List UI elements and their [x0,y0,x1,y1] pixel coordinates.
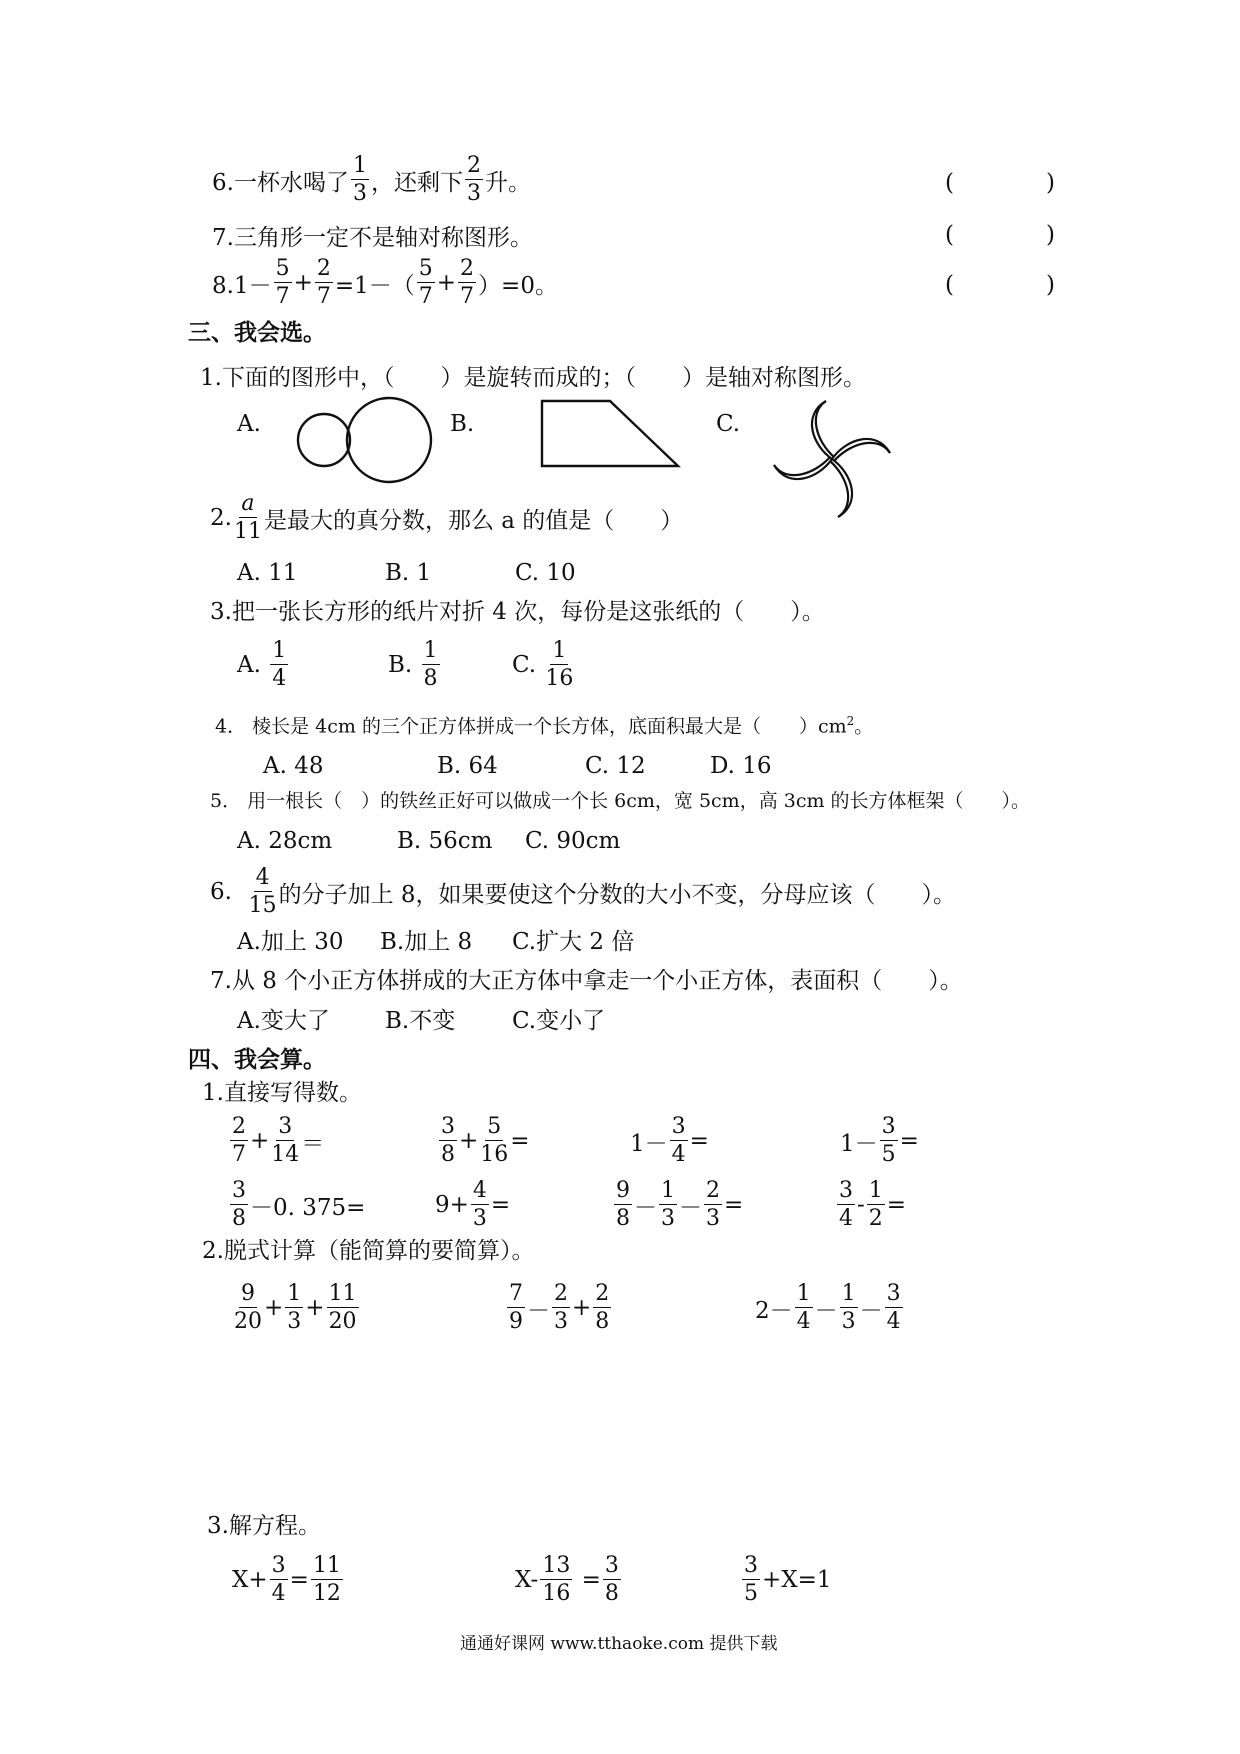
choose-q2-option-b[interactable]: B. 1 [385,560,432,586]
fraction: $\frac{11}{12}$ [312,1553,341,1606]
judge-q6: 6.一杯水喝了 $\frac{1}{3}$ ，还剩下 $\frac{2}{3}$ 升。 [212,153,531,206]
pinwheel-blade [832,439,890,461]
equation: $\frac{3}{5}$ +X=1 [744,1553,832,1606]
fraction: $\frac{3}{4}$ [271,1553,286,1606]
choose-q5-option-b[interactable]: B. 56cm [397,828,493,854]
choose-q6-option-b[interactable]: B.加上 8 [380,929,473,955]
answer-blank-q7[interactable]: ( ) [945,222,1055,248]
choose-q5-option-a[interactable]: A. 28cm [237,828,333,854]
fraction: $\frac{3}{4}$ [839,1178,853,1231]
fraction: $\frac{3}{5}$ [744,1553,758,1606]
choose-q1-option-b[interactable]: B. [450,411,475,437]
section-title-choose: 三、我会选。 [188,319,326,346]
trapezoid [542,401,678,466]
choose-q1: 1.下面的图形中，（ ）是旋转而成的；（ ）是轴对称图形。 [200,365,866,391]
fraction: $\frac{5}{7}$ [275,256,290,309]
calc-expr: 2－ $\frac{1}{4}$ － $\frac{1}{3}$ － $\frac{3}{4}$ [755,1281,901,1334]
section-title-calculate: 四、我会算。 [188,1046,326,1073]
fraction: $\frac{2}{7}$ [460,256,475,309]
fraction: $\frac{1}{4}$ [272,638,287,691]
calc-expr: $\frac{2}{7}$ + $\frac{3}{14}$ ＝ [232,1114,325,1167]
choose-q3-option-a[interactable]: A. $\frac{1}{4}$ [237,638,287,691]
choose-q7: 7.从 8 个小正方体拼成的大正方体中拿走一个小正方体，表面积（ ）。 [210,968,963,994]
fraction: $\frac{11}{20}$ [328,1281,357,1334]
calc-expr: $\frac{9}{20}$ + $\frac{1}{3}$ + $\frac{11}{20}$ [234,1281,357,1334]
two-circles-figure [290,395,440,495]
pinwheel-blade [774,457,832,479]
fraction: $\frac{1}{3}$ [352,153,367,206]
fraction: $\frac{1}{3}$ [661,1178,675,1231]
fraction: $\frac{3}{14}$ [271,1114,300,1167]
fraction: $\frac{9}{20}$ [234,1281,262,1334]
fraction: $\frac{a}{11}$ [233,491,262,544]
choose-q2: 2. $\frac{a}{11}$ 是最大的真分数，那么 a 的值是（ ） [210,491,684,544]
fraction: $\frac{9}{8}$ [616,1178,630,1231]
choose-q4-option-d[interactable]: D. 16 [710,753,772,779]
choose-q4-option-a[interactable]: A. 48 [263,753,324,779]
calc-expr: 9+ $\frac{4}{3}$ = [435,1178,511,1231]
choose-q7-option-c[interactable]: C.变小了 [512,1008,606,1034]
choose-q1-option-a[interactable]: A. [237,411,261,437]
fraction: $\frac{3}{5}$ [881,1114,896,1167]
fraction: $\frac{3}{8}$ [441,1114,455,1167]
fraction: $\frac{2}{3}$ [706,1178,720,1231]
choose-q2-option-c[interactable]: C. 10 [515,560,576,586]
choose-q6-option-a[interactable]: A.加上 30 [237,929,344,955]
footer-credit: 通通好课网 www.tthaoke.com 提供下载 [460,1634,778,1654]
choose-q5: 5． 用一根长（ ）的铁丝正好可以做成一个长 6cm，宽 5cm，高 3cm 的长方体框架（ ）。 [210,790,1031,812]
fraction: $\frac{5}{7}$ [418,256,433,309]
fraction: $\frac{7}{9}$ [509,1281,523,1334]
fraction: $\frac{1}{2}$ [868,1178,883,1231]
pinwheel-figure [770,398,900,523]
fraction: $\frac{13}{16}$ [542,1553,571,1606]
fraction: $\frac{1}{16}$ [545,638,574,691]
calc-expr: $\frac{3}{8}$ －0. 375= [232,1178,366,1231]
judge-q8: 8.1－ $\frac{5}{7}$ + $\frac{2}{7}$ =1－（ $\frac{5}{7}$ + $\frac{2}{7}$ ）=0。 [212,256,558,309]
fraction: $\frac{1}{3}$ [287,1281,302,1334]
pinwheel-blade [830,459,852,517]
choose-q7-option-a[interactable]: A.变大了 [237,1008,330,1034]
choose-q4-option-b[interactable]: B. 64 [437,753,498,779]
choose-q7-option-b[interactable]: B.不变 [385,1008,456,1034]
calc-part2-title: 2.脱式计算（能简算的要简算）。 [202,1238,535,1264]
calc-expr: $\frac{3}{8}$ + $\frac{5}{16}$ = [441,1114,530,1167]
fraction: $\frac{3}{8}$ [232,1178,246,1231]
large-circle [347,398,431,482]
choose-q6: 6. $\frac{4}{15}$ 的分子加上 8，如果要使这个分数的大小不变，分母应该（ ）。 [210,865,957,918]
fraction: $\frac{4}{3}$ [472,1178,487,1231]
fraction: $\frac{1}{4}$ [796,1281,811,1334]
pinwheel [774,401,890,517]
calc-expr: $\frac{7}{9}$ － $\frac{2}{3}$ + $\frac{2}{8}$ [509,1281,610,1334]
answer-blank-q8[interactable]: ( ) [945,272,1055,298]
fraction: $\frac{3}{8}$ [604,1553,619,1606]
fraction: $\frac{1}{3}$ [841,1281,856,1334]
fraction: $\frac{2}{7}$ [232,1114,246,1167]
choose-q3: 3.把一张长方形的纸片对折 4 次，每份是这张纸的（ ）。 [210,599,825,625]
equation: X- $\frac{13}{16}$ = $\frac{3}{8}$ [515,1553,619,1606]
choose-q6-option-c[interactable]: C.扩大 2 倍 [512,929,635,955]
calc-expr: 1－ $\frac{3}{5}$ = [840,1114,919,1167]
fraction: $\frac{3}{4}$ [671,1114,686,1167]
calc-part3-title: 3.解方程。 [207,1513,321,1539]
fraction: $\frac{2}{3}$ [466,153,481,206]
fraction: $\frac{2}{7}$ [316,256,331,309]
choose-q2-option-a[interactable]: A. 11 [237,560,298,586]
equation: X+ $\frac{3}{4}$ = $\frac{11}{12}$ [232,1553,341,1606]
answer-blank-q6[interactable]: ( ) [945,170,1055,196]
choose-q3-option-c[interactable]: C. $\frac{1}{16}$ [512,638,574,691]
calc-part1-title: 1.直接写得数。 [202,1080,362,1106]
judge-q7: 7.三角形一定不是轴对称图形。 [212,224,533,251]
fraction: $\frac{4}{15}$ [248,865,277,918]
choose-q4-option-c[interactable]: C. 12 [585,753,646,779]
fraction: $\frac{2}{8}$ [595,1281,610,1334]
choose-q4: 4． 棱长是 4cm 的三个正方体拼成一个长方体，底面积最大是（ ）$cm^2$。 [215,714,874,738]
fraction: $\frac{3}{4}$ [886,1281,901,1334]
calc-expr: 1－ $\frac{3}{4}$ = [630,1114,709,1167]
calc-expr: $\frac{3}{4}$ - $\frac{1}{2}$ = [839,1178,907,1231]
pinwheel-blade [812,401,834,459]
fraction: $\frac{2}{3}$ [554,1281,568,1334]
trapezoid-figure [540,395,690,475]
fraction: $\frac{5}{16}$ [480,1114,509,1167]
choose-q5-option-c[interactable]: C. 90cm [525,828,621,854]
choose-q3-option-b[interactable]: B. $\frac{1}{8}$ [388,638,438,691]
choose-q1-option-c[interactable]: C. [716,411,741,437]
calc-expr: $\frac{9}{8}$ － $\frac{1}{3}$ － $\frac{2}{3}$ = [616,1178,744,1231]
fraction: $\frac{1}{8}$ [423,638,438,691]
small-circle [298,414,350,466]
